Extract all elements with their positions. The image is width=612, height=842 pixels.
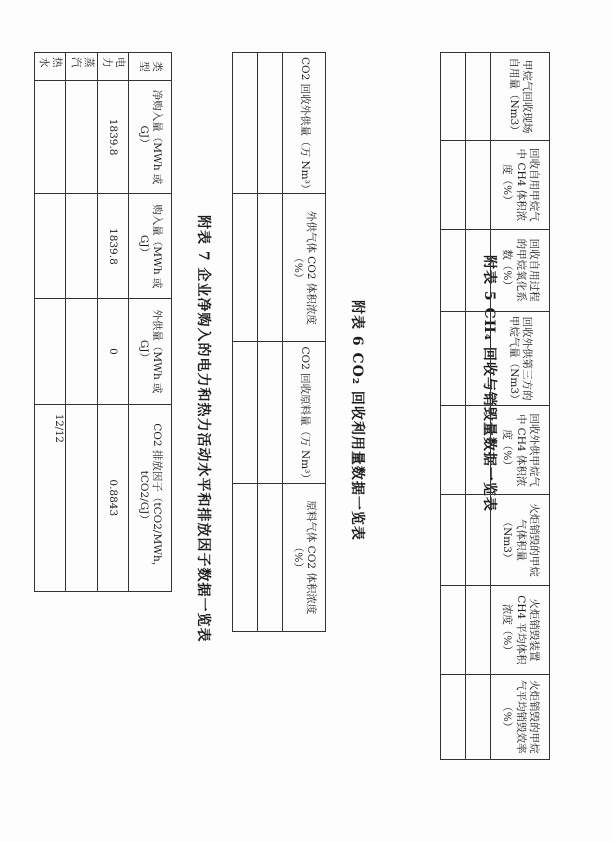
table5-header-cell: 回收外供第三方的甲烷气量（Nm3） bbox=[491, 311, 550, 406]
table5-header-cell: 回收自用甲烷气中 CH4 体积浓度（%） bbox=[491, 141, 550, 229]
table7-title: 附表 7 企业净购入的电力和热力活动水平和排放因子数据一览表 bbox=[195, 215, 211, 643]
table5-cell bbox=[441, 494, 466, 585]
table5-cell bbox=[466, 406, 491, 494]
table7-type-cell: 热水 bbox=[35, 53, 66, 81]
table7-supplied-cell: 0 bbox=[97, 299, 128, 404]
table7-header-row bbox=[129, 53, 172, 592]
table6-cell bbox=[233, 342, 258, 483]
table5-cell bbox=[466, 586, 491, 674]
table5-cell bbox=[466, 141, 491, 229]
table6-cell bbox=[233, 53, 258, 194]
table5-cell bbox=[466, 494, 491, 585]
table7-header-cell: 购入量（MWh 或 GJ） bbox=[129, 194, 172, 299]
table7-header-cell: CO2 排放因子（tCO2/MWh，tCO2/GJ） bbox=[129, 404, 172, 591]
table5-header-row bbox=[491, 53, 550, 760]
table5-header-cell: 火炬销毁装置 CH4 平均体积浓度（%） bbox=[491, 586, 550, 674]
table6-row bbox=[258, 53, 283, 632]
table5-cell bbox=[441, 229, 466, 311]
table7-header-cell: 外供量（MWh 或 GJ） bbox=[129, 299, 172, 404]
table7-row bbox=[66, 53, 97, 592]
table7-factor-cell: 0.8843 bbox=[97, 404, 128, 591]
table7-supplied-cell bbox=[35, 299, 66, 404]
table7-net-cell bbox=[66, 80, 97, 193]
table5-header-cell: 甲烷气回收现场自用量（Nm3） bbox=[491, 53, 550, 141]
table6-cell bbox=[258, 483, 283, 631]
table7-electricity-heat bbox=[34, 52, 172, 592]
table6-header-cell: 原料气体 CO2 体积浓度（%） bbox=[283, 483, 326, 631]
table7-factor-cell bbox=[66, 404, 97, 591]
page-number: 12/12 bbox=[53, 414, 64, 443]
table7-header-cell: 类型 bbox=[129, 53, 172, 81]
table6-cell bbox=[258, 53, 283, 194]
table5-cell bbox=[441, 141, 466, 229]
table5-header-cell: 火炬销毁的甲烷气体积量（Nm3） bbox=[491, 494, 550, 585]
table7-header-cell: 净购入量（MWh 或 GJ） bbox=[129, 80, 172, 193]
table5-cell bbox=[466, 311, 491, 406]
table5-row bbox=[441, 53, 466, 760]
table6-row bbox=[233, 53, 258, 632]
table6-title: 附表 6 CO₂ 回收利用量数据一览表 bbox=[349, 300, 365, 541]
table5-cell bbox=[441, 53, 466, 141]
table5-header-cell: 回收外供甲烷气中 CH4 体积浓度（%） bbox=[491, 406, 550, 494]
table5-title: 附表 5 CH₄ 回收与销毁量数据一览表 bbox=[481, 255, 497, 512]
table7-purchased-cell: 1839.8 bbox=[97, 194, 128, 299]
table5-cell bbox=[441, 586, 466, 674]
table6-header-cell: CO2 回收外供量（万 Nm³） bbox=[283, 53, 326, 194]
table5-cell bbox=[466, 229, 491, 311]
table6-header-cell: CO2 回收原料量（万 Nm³） bbox=[283, 342, 326, 483]
table7-supplied-cell bbox=[66, 299, 97, 404]
table6-header-row bbox=[283, 53, 326, 632]
table5-cell bbox=[466, 53, 491, 141]
table6-cell bbox=[258, 194, 283, 342]
table5-cell bbox=[466, 674, 491, 759]
table7-net-cell: 1839.8 bbox=[97, 80, 128, 193]
table6-co2-recovery bbox=[232, 52, 326, 632]
table5-cell bbox=[441, 674, 466, 759]
table7-purchased-cell bbox=[66, 194, 97, 299]
table7-purchased-cell bbox=[35, 194, 66, 299]
table5-cell bbox=[441, 406, 466, 494]
table5-header-cell: 回收自用过程的甲烷氧化系数（%） bbox=[491, 229, 550, 311]
table5-ch4-recovery bbox=[440, 52, 550, 760]
table5-header-cell: 火炬销毁的甲烷气平均销毁效率（%） bbox=[491, 674, 550, 759]
table7-row bbox=[35, 53, 66, 592]
table7-type-cell: 蒸汽 bbox=[66, 53, 97, 81]
table6-cell bbox=[258, 342, 283, 483]
table7-type-cell: 电力 bbox=[97, 53, 128, 81]
table6-cell bbox=[233, 483, 258, 631]
table7-net-cell bbox=[35, 80, 66, 193]
table7-row bbox=[97, 53, 128, 592]
table5-cell bbox=[441, 311, 466, 406]
table6-header-cell: 外供气体 CO2 体积浓度（%） bbox=[283, 194, 326, 342]
table5-row bbox=[466, 53, 491, 760]
table6-cell bbox=[233, 194, 258, 342]
